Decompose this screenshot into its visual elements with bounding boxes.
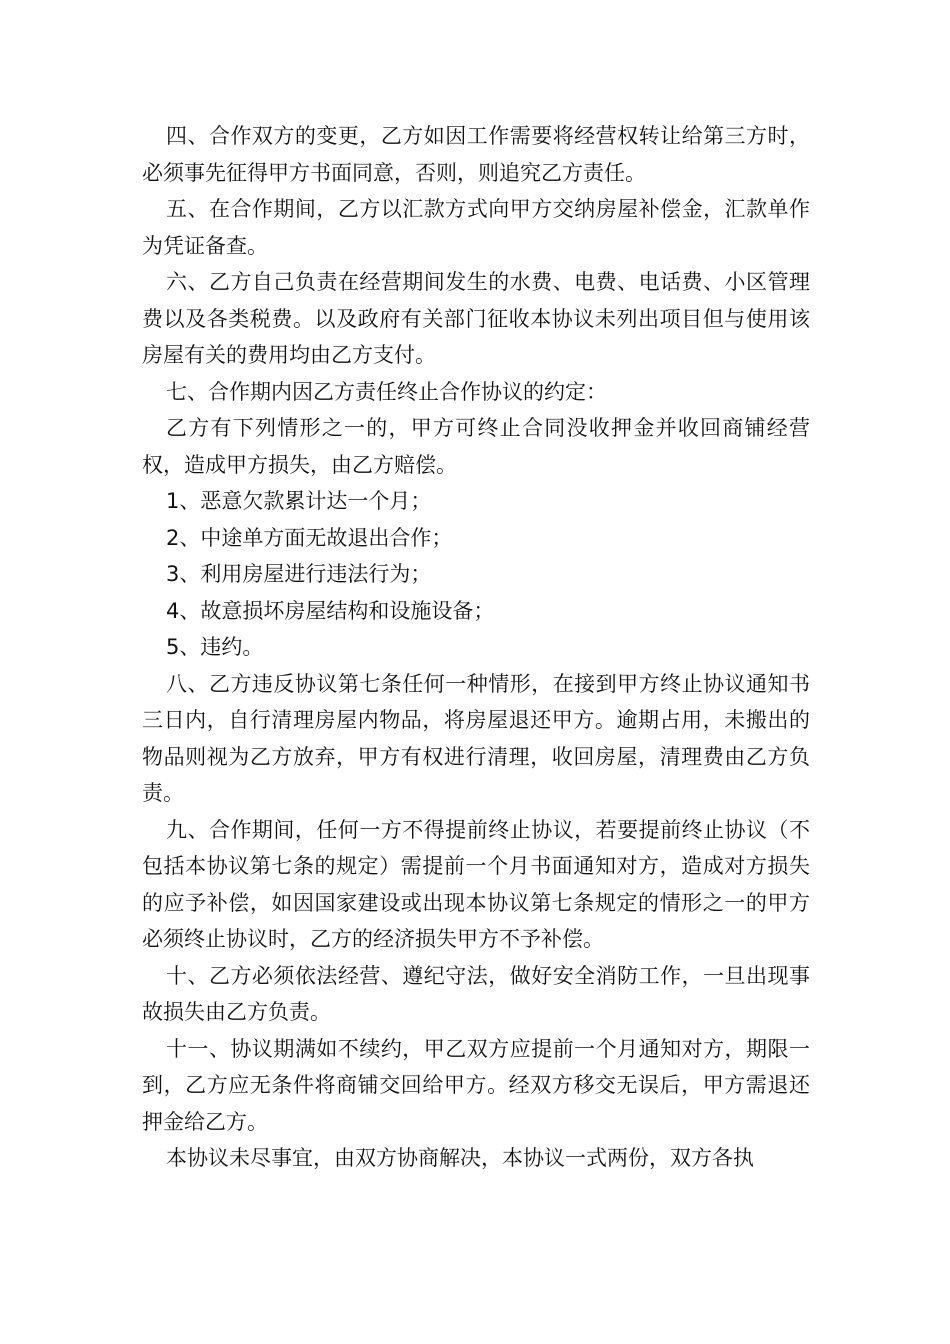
clause-5: 五、在合作期间，乙方以汇款方式向甲方交纳房屋补偿金，汇款单作为凭证备查。 — [142, 197, 810, 258]
clause-10: 十、乙方必须依法经营、遵纪守法，做好安全消防工作，一旦出现事故损失由乙方负责。 — [142, 963, 810, 1024]
clause-7-heading: 七、合作期内因乙方责任终止合作协议的约定： — [166, 379, 607, 404]
clause-7-item-3: 3、利用房屋进行违法行为； — [166, 562, 432, 586]
clause-6: 六、乙方自己负责在经营期间发生的水费、电费、电话费、小区管理费以及各类税费。以及政府有关部门征收本协议未列出项目但与使用该房屋有关的费用均由乙方支付。 — [142, 270, 810, 367]
clause-7-item-1: 1、恶意欠款累计达一个月； — [166, 489, 432, 513]
clause-7-item-4: 4、故意损坏房屋结构和设施设备； — [166, 598, 495, 623]
document-body — [142, 118, 810, 1177]
clause-7-intro: 乙方有下列情形之一的，甲方可终止合同没收押金并收回商铺经营权，造成甲方损失，由乙方赔偿。 — [142, 416, 810, 477]
clause-7-item-2: 2、中途单方面无故退出合作； — [166, 525, 453, 550]
clause-8: 八、乙方违反协议第七条任何一种情形，在接到甲方终止协议通知书三日内，自行清理房屋内物品，将房屋退还甲方。逾期占用，未搬出的物品则视为乙方放弃，甲方有权进行清理，收回房屋，清理费由乙方负责。 — [142, 671, 810, 805]
clause-4: 四、合作双方的变更，乙方如因工作需要将经营权转让给第三方时，必须事先征得甲方书面同意，否则，则追究乙方责任。 — [142, 124, 810, 185]
clause-7-item-5: 5、违约。 — [166, 635, 264, 659]
clause-11: 十一、协议期满如不续约，甲乙双方应提前一个月通知对方，期限一到，乙方应无条件将商铺交回给甲方。经双方移交无误后，甲方需退还押金给乙方。 — [142, 1036, 810, 1134]
closing-statement: 本协议未尽事宜，由双方协商解决，本协议一式两份，双方各执 — [166, 1146, 754, 1170]
clause-9: 九、合作期间，任何一方不得提前终止协议，若要提前终止协议（不包括本协议第七条的规定）需提前一个月书面通知对方，造成对方损失的应予补偿，如因国家建设或出现本协议第七条规定的情形之一的甲方必须终止协议时，乙方的经济损失甲方不予补偿。 — [142, 817, 810, 951]
